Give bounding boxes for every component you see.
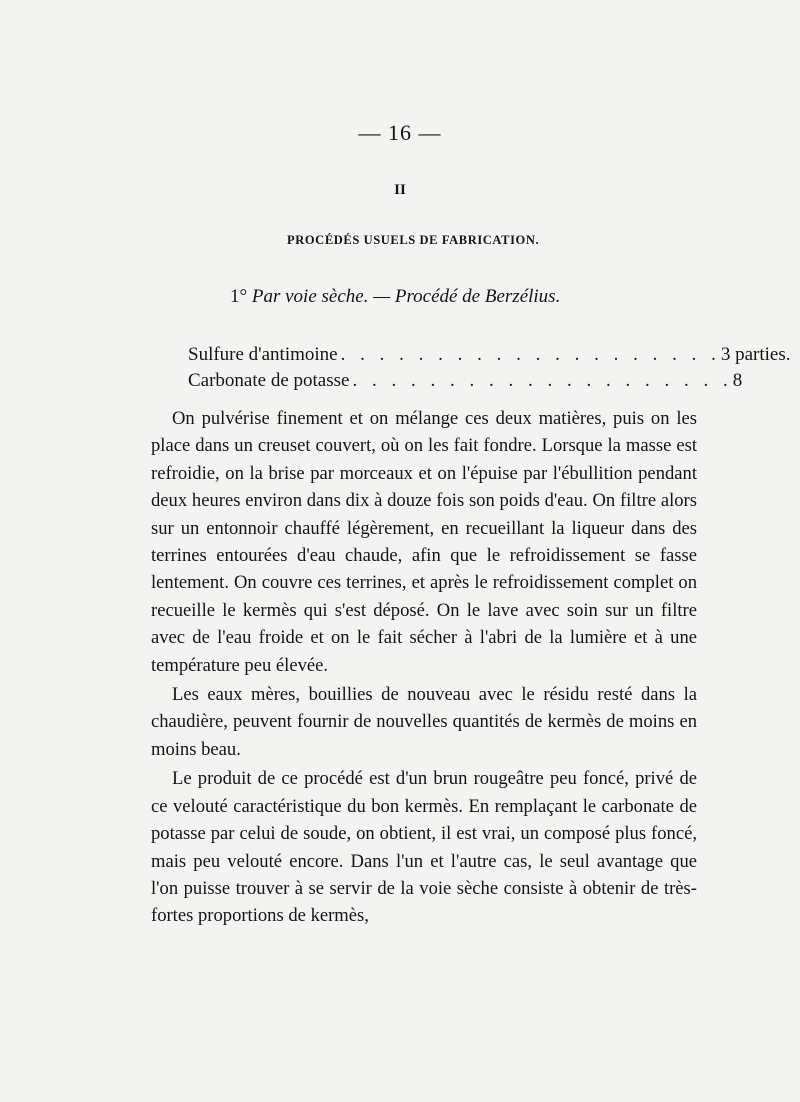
section-number: II <box>394 182 406 198</box>
ingredient-name: Sulfure d'antimoine <box>188 344 338 365</box>
paragraph: Le produit de ce procédé est d'un brun rougeâtre peu foncé, privé de ce velouté caractéristique du bon kermès. En remplaçant le carbonate de potasse par celui de soude, on obtient, il est vrai, un composé plus foncé, mais peu velouté encore. Dans l'un et l'autre cas, le seul avantage que l'on puisse trouver à se servir de la voie sèche consiste à obtenir de très-fortes proportions de kermès, <box>151 768 697 927</box>
ingredient-quantity: 3 parties. <box>720 344 791 365</box>
subheading-number: 1° <box>230 286 248 307</box>
leader-dots: . . . . . . . . . . . . . . . . . . . . <box>340 344 721 365</box>
subheading-text: Par voie sèche. — Procédé de Berzélius. <box>251 286 561 307</box>
page-number: — 16 — <box>358 120 442 145</box>
section-title: PROCÉDÉS USUELS DE FABRICATION. <box>287 233 540 247</box>
body-text <box>151 405 697 932</box>
ingredient-quantity: 8 <box>732 370 743 391</box>
leader-dots: . . . . . . . . . . . . . . . . . . . . <box>352 370 733 391</box>
subheading <box>230 286 560 308</box>
ingredient-row <box>188 342 791 368</box>
ingredient-row <box>188 368 743 394</box>
ingredient-name: Carbonate de potasse <box>188 370 350 391</box>
paragraph: On pulvérise finement et on mélange ces deux matières, puis on les place dans un creuset couvert, où on les fait fondre. Lorsque la masse est refroidie, on la brise par morceaux et on l'épuise par l'ébullition pendant deux heures environ dans dix à douze fois son poids d'eau. On filtre alors sur un entonnoir chauffé légèrement, en recueillant la liqueur dans des terrines entourées d'eau chaude, afin que le refroidissement se fasse lentement. On couvre ces terrines, et après le refroidissement complet on recueille le kermès qui s'est déposé. On le lave avec soin sur un filtre avec de l'eau froide et on le fait sécher à l'abri de la lumière et à une température peu élevée. <box>151 408 697 676</box>
paragraph: Les eaux mères, bouillies de nouveau avec le résidu resté dans la chaudière, peuvent fournir de nouvelles quantités de kermès de moins en moins beau. <box>151 684 697 760</box>
ingredient-list <box>188 342 791 394</box>
